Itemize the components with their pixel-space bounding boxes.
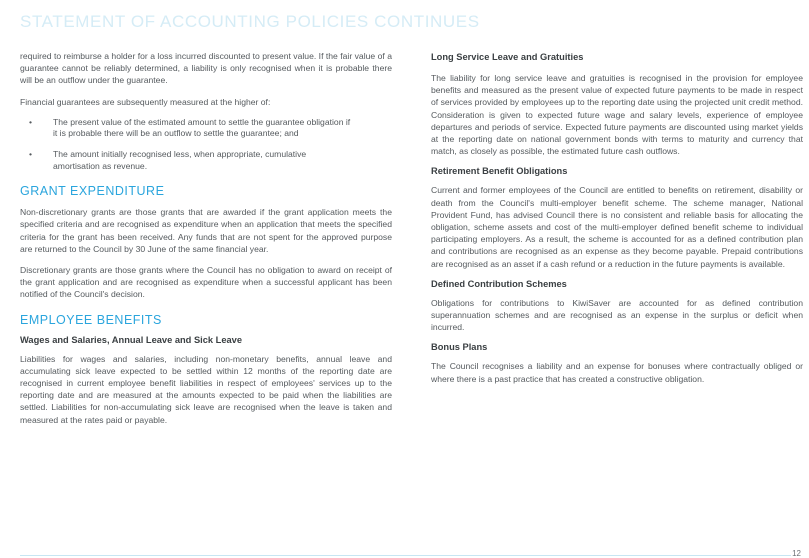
guarantee-intro-paragraph: required to reimburse a holder for a loss incurred discounted to present value. If the fair value of a guarantee cannot be reliably determined, a liability is only recognised when it is probable there will be an outflow under the guarantee. bbox=[20, 51, 392, 86]
employee-benefits-heading: EMPLOYEE BENEFITS bbox=[20, 312, 162, 327]
bullet-dot-icon: • bbox=[29, 149, 33, 159]
guarantee-measure-paragraph: Financial guarantees are subsequently measured at the higher of: bbox=[20, 96, 271, 107]
footer-divider bbox=[20, 555, 791, 556]
list-item bbox=[20, 149, 392, 172]
guarantee-bullet-list bbox=[20, 117, 392, 172]
retirement-benefit-heading: Retirement Benefit Obligations bbox=[431, 166, 568, 177]
page-number: 12 bbox=[792, 549, 801, 558]
bonus-plans-paragraph: The Council recognises a liability and an expense for bonuses where contractually obliged or where there is a past practice that has created a constructive obligation. bbox=[431, 361, 803, 384]
bullet-text: The amount initially recognised less, when appropriate, cumulative amortisation as revenue. bbox=[53, 149, 307, 171]
long-service-leave-paragraph: The liability for long service leave and gratuities is recognised in the provision for employee benefits and measured as the present value of expected future payments to be made in respect of services provided by employees up to the reporting date using the projected unit credit method. Consideration is given to expected future wage and salary levels, experience of employee departures and periods of service. Expected future payments are discounted using market yields at the reporting date on national government bonds with terms to maturity and currency that match, as closely as possible, the estimated future cash outflows. bbox=[431, 73, 803, 157]
page-title: STATEMENT OF ACCOUNTING POLICIES CONTINUES bbox=[20, 12, 480, 31]
long-service-leave-heading: Long Service Leave and Gratuities bbox=[431, 52, 584, 62]
retirement-benefit-paragraph: Current and former employees of the Council are entitled to benefits on retirement, disability or death from the Council's multi-employer benefit scheme. The scheme manager, National Provident Fund, has advised Council there is no consistent and reliable basis for allocating the obligation, scheme assets and cost of the multi-employer defined benefit scheme to individual participating employers. As a result, the scheme is accounted for as a defined contribution plan and contributions are recognised as an expense as they become payable. Prepaid contributions are recognised as an asset if a cash refund or a reduction in the future payments is available. bbox=[431, 185, 803, 269]
list-item bbox=[20, 117, 392, 140]
grant-expenditure-heading: GRANT EXPENDITURE bbox=[20, 184, 165, 199]
bullet-dot-icon: • bbox=[29, 116, 33, 127]
defined-contribution-paragraph: Obligations for contributions to KiwiSaver are accounted for as defined contribution superannuation schemes and are recognised as an expense in the surplus or deficit when incurred. bbox=[431, 297, 803, 333]
grant-paragraph-1: Non-discretionary grants are those grants that are awarded if the grant application meets the specified criteria and are recognised as expenditure when an application that meets the specified criteria for the grant has been received. Any funds that are not spent for the approved purpose are returned to the Council by 30 June of the same financial year. bbox=[20, 207, 392, 254]
defined-contribution-heading: Defined Contribution Schemes bbox=[431, 278, 567, 289]
bonus-plans-heading: Bonus Plans bbox=[431, 342, 488, 353]
left-column bbox=[20, 50, 392, 435]
wages-salaries-paragraph: Liabilities for wages and salaries, including non-monetary benefits, annual leave and accumulating sick leave expected to be settled within 12 months of the reporting date are recognised in current employee benefit liabilities in respect of employees' services up to the reporting date and are measured at the amounts expected to be paid when the liabilities are settled. Liabilities for non-accumulating sick leave are recognised when the leave is taken and measured at the rates paid or payable. bbox=[20, 353, 392, 425]
grant-paragraph-2: Discretionary grants are those grants where the Council has no obligation to award on receipt of the grant application and are recognised as expenditure when a successful applicant has been notified of the Council's decision. bbox=[20, 265, 392, 300]
bullet-text: The present value of the estimated amount to settle the guarantee obligation if it is probable there will be an outflow to settle the guarantee; and bbox=[53, 116, 351, 139]
wages-salaries-heading: Wages and Salaries, Annual Leave and Sick Leave bbox=[20, 334, 243, 345]
right-column bbox=[431, 50, 803, 394]
